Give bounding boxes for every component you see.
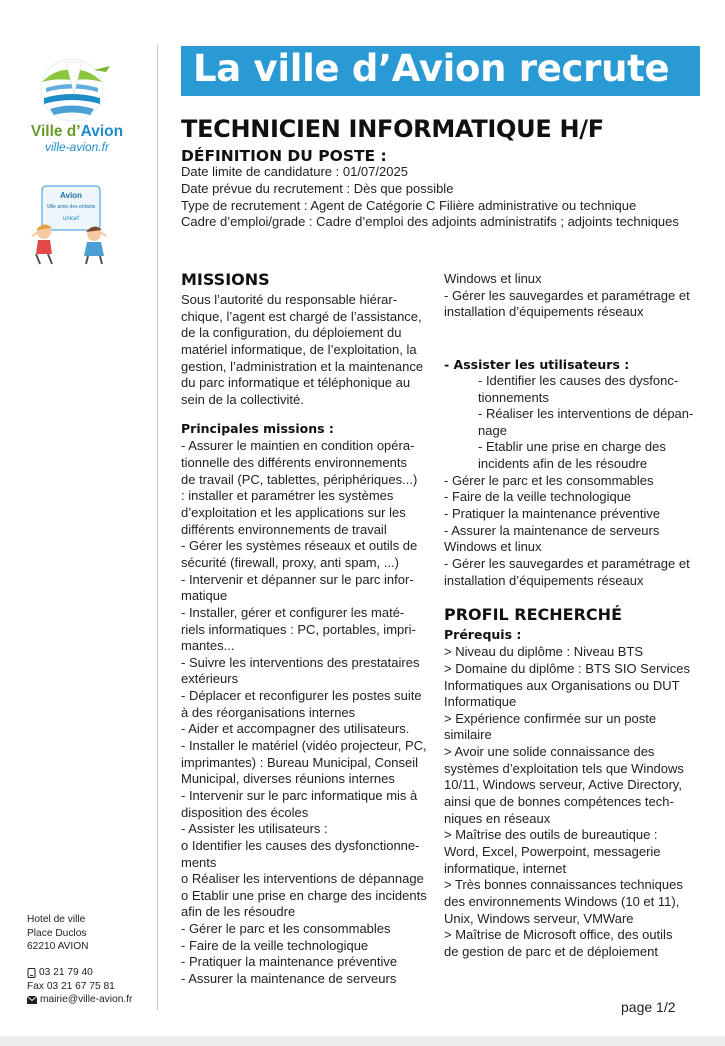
- definition-line: Cadre d’emploi/grade : Cadre d’emploi des adjoints administratifs ; adjoints techniques: [181, 214, 679, 230]
- text-line: ments: [181, 854, 217, 870]
- text-line: - Suivre les interventions des prestataires: [181, 654, 420, 670]
- text-line: - Intervenir et dépanner sur le parc infor-: [181, 571, 414, 587]
- missions-column: [181, 272, 427, 988]
- text-line: - Intervenir sur le parc informatique mis à: [181, 787, 418, 803]
- text-line: - Identifier les causes des dysfonc-: [478, 372, 679, 388]
- missions-heading: MISSIONS: [181, 270, 270, 289]
- text-line: o Identifier les causes des dysfonctionne-: [181, 837, 420, 853]
- text-line: - Gérer le parc et les consommables: [181, 921, 391, 937]
- text-line: - Aider et accompagner des utilisateurs.: [181, 721, 410, 737]
- text-line: - Assister les utilisateurs :: [181, 821, 328, 837]
- text-line: Informatiques aux Organisations ou DUT: [444, 677, 680, 693]
- text-line: afin de les résoudre: [181, 904, 296, 920]
- text-line: installation d’équipements réseaux: [444, 572, 644, 588]
- text-line: nage: [478, 422, 507, 438]
- text-line: extérieurs: [181, 671, 239, 687]
- text-line: > Maîtrise de Microsoft office, des outils: [444, 927, 673, 943]
- city-name-prefix: Ville d’: [30, 123, 81, 140]
- text-line: Windows et linux: [444, 271, 542, 286]
- address-line: 62210 AVION: [27, 941, 89, 953]
- text-line: de la configuration, du déploiement du: [181, 325, 402, 341]
- badge-line-3: unicef: [62, 216, 80, 222]
- text-line: - Installer le matériel (vidéo projecteur, PC,: [181, 738, 427, 754]
- definition-heading: DÉFINITION DU POSTE :: [181, 147, 387, 165]
- ville-amie-des-enfants-badge-icon: [30, 180, 112, 266]
- text-line: > Avoir une solide connaissance des: [444, 744, 655, 760]
- text-line: o Réaliser les interventions de dépannage: [181, 871, 424, 887]
- right-top-list: [444, 271, 693, 321]
- email-line[interactable]: [27, 993, 132, 1007]
- text-line: Sous l’autorité du responsable hiérar-: [181, 292, 398, 307]
- text-line: - Faire de la veille technologique: [444, 489, 632, 505]
- profile-heading: PROFIL RECHERCHÉ: [444, 605, 622, 625]
- assist-users-heading: - Assister les utilisateurs :: [444, 356, 630, 372]
- phone-line[interactable]: [27, 966, 132, 980]
- text-line: - Gérer les sauvegardes et paramétrage et: [444, 555, 690, 571]
- text-line: à des réorganisations internes: [181, 704, 356, 720]
- text-line: chique, l’agent est chargé de l’assistance,: [181, 308, 422, 324]
- text-line: - Réaliser les interventions de dépan-: [478, 406, 694, 422]
- address-line: Place Duclos: [27, 927, 87, 939]
- text-line: 10/11, Windows serveur, Active Directory,: [444, 777, 682, 793]
- fax-line: Fax 03 21 67 75 81: [27, 980, 115, 992]
- text-line: - Pratiquer la maintenance préventive: [181, 954, 398, 970]
- right-column: [444, 271, 693, 960]
- email-address: mairie@ville-avion.fr: [40, 994, 133, 1006]
- text-line: niques en réseaux: [444, 810, 551, 826]
- profile-list: [444, 644, 693, 960]
- job-title: TECHNICIEN INFORMATIQUE H/F: [181, 115, 604, 143]
- text-line: > Niveau du diplôme : Niveau BTS: [444, 644, 644, 660]
- text-line: - Gérer les systèmes réseaux et outils de: [181, 538, 418, 554]
- principal-missions-heading: Principales missions :: [181, 421, 334, 437]
- city-logo-icon: [36, 54, 112, 124]
- text-line: Informatique: [444, 694, 517, 710]
- missions-intro: [181, 292, 427, 408]
- prerequisites-heading: Prérequis :: [444, 627, 522, 643]
- text-line: Word, Excel, Powerpoint, messagerie: [444, 843, 661, 859]
- definition-line: Date limite de candidature : 01/07/2025: [181, 164, 408, 179]
- text-line: Municipal, diverses réunions internes: [181, 771, 395, 787]
- text-line: disposition des écoles: [181, 804, 309, 820]
- badge-line-1: Avion: [60, 191, 82, 200]
- definition-line: Date prévue du recrutement : Dès que possible: [181, 180, 454, 196]
- definition-details: [181, 164, 679, 231]
- text-line: Unix, Windows serveur, VMWare: [444, 910, 634, 926]
- envelope-icon: [27, 996, 37, 1004]
- text-line: > Expérience confirmée sur un poste: [444, 710, 657, 726]
- text-line: Windows et linux: [444, 539, 542, 555]
- text-line: imprimantes) : Bureau Municipal, Conseil: [181, 754, 418, 770]
- text-line: informatique, internet: [444, 860, 567, 876]
- text-line: de travail (PC, tablettes, périphériques...): [181, 471, 418, 487]
- page-bottom-edge: [0, 1036, 725, 1046]
- text-line: systèmes d’exploitation tels que Windows: [444, 760, 684, 776]
- text-line: matique: [181, 588, 228, 604]
- text-line: du parc informatique et téléphonique au: [181, 375, 411, 391]
- text-line: > Maîtrise des outils de bureautique :: [444, 827, 658, 843]
- text-line: de gestion de parc et de déploiement: [444, 943, 658, 959]
- text-line: o Etablir une prise en charge des incidents: [181, 887, 427, 903]
- text-line: > Très bonnes connaissances techniques: [444, 877, 683, 893]
- text-line: - Gérer les sauvegardes et paramétrage et: [444, 287, 690, 303]
- assist-users-sublist: [444, 373, 693, 473]
- text-line: - Installer, gérer et configurer les maté-: [181, 604, 405, 620]
- text-line: des environnements Windows (10 et 11),: [444, 893, 680, 909]
- city-website[interactable]: ville-avion.fr: [44, 140, 110, 154]
- text-line: - Assurer la maintenance de serveurs: [181, 970, 397, 986]
- text-line: ainsi que de bonnes compétences tech-: [444, 794, 674, 810]
- recruitment-banner: [181, 46, 700, 96]
- text-line: - Faire de la veille technologique: [181, 937, 369, 953]
- text-line: - Etablir une prise en charge des: [478, 439, 666, 455]
- sidebar-divider: [157, 45, 158, 1010]
- text-line: mantes...: [181, 638, 235, 654]
- right-after-list: [444, 473, 693, 589]
- text-line: matériel informatique, de l’exploitation, la: [181, 341, 417, 357]
- text-line: > Domaine du diplôme : BTS SIO Services: [444, 660, 691, 676]
- text-line: similaire: [444, 727, 492, 743]
- text-line: - Assurer la maintenance de serveurs: [444, 522, 660, 538]
- text-line: tionnements: [478, 389, 549, 405]
- text-line: sein de la collectivité.: [181, 391, 304, 407]
- text-line: incidents afin de les résoudre: [478, 456, 648, 472]
- text-line: riels informatiques : PC, portables, impri-: [181, 621, 416, 637]
- text-line: - Assurer le maintien en condition opéra-: [181, 438, 415, 454]
- text-line: d’exploitation et les applications sur les: [181, 505, 406, 521]
- city-name-main: Avion: [80, 123, 124, 140]
- phone-icon: [27, 968, 36, 978]
- address-block: [27, 913, 89, 954]
- text-line: sécurité (firewall, proxy, anti spam, ...): [181, 554, 399, 570]
- page-number: page 1/2: [621, 999, 676, 1015]
- phone-number: 03 21 79 40: [39, 967, 93, 978]
- text-line: tionnelle des différents environnements: [181, 455, 407, 471]
- text-line: différents environnements de travail: [181, 521, 387, 537]
- badge-line-2: Ville amie des enfants: [46, 204, 96, 210]
- text-line: - Gérer le parc et les consommables: [444, 472, 654, 488]
- contact-block: [27, 966, 132, 1007]
- text-line: - Pratiquer la maintenance préventive: [444, 506, 661, 522]
- text-line: gestion, l’administration et la maintenance: [181, 358, 424, 374]
- text-line: : installer et paramétrer les systèmes: [181, 488, 394, 504]
- city-name: [14, 123, 140, 141]
- text-line: - Déplacer et reconfigurer les postes suite: [181, 688, 422, 704]
- definition-line: Type de recrutement : Agent de Catégorie C Filière administrative ou technique: [181, 197, 637, 213]
- address-line: Hotel de ville: [27, 914, 86, 925]
- banner-title: La ville d’Avion recrute: [193, 47, 670, 90]
- principal-missions-list: [181, 438, 427, 987]
- text-line: installation d’équipements réseaux: [444, 304, 644, 320]
